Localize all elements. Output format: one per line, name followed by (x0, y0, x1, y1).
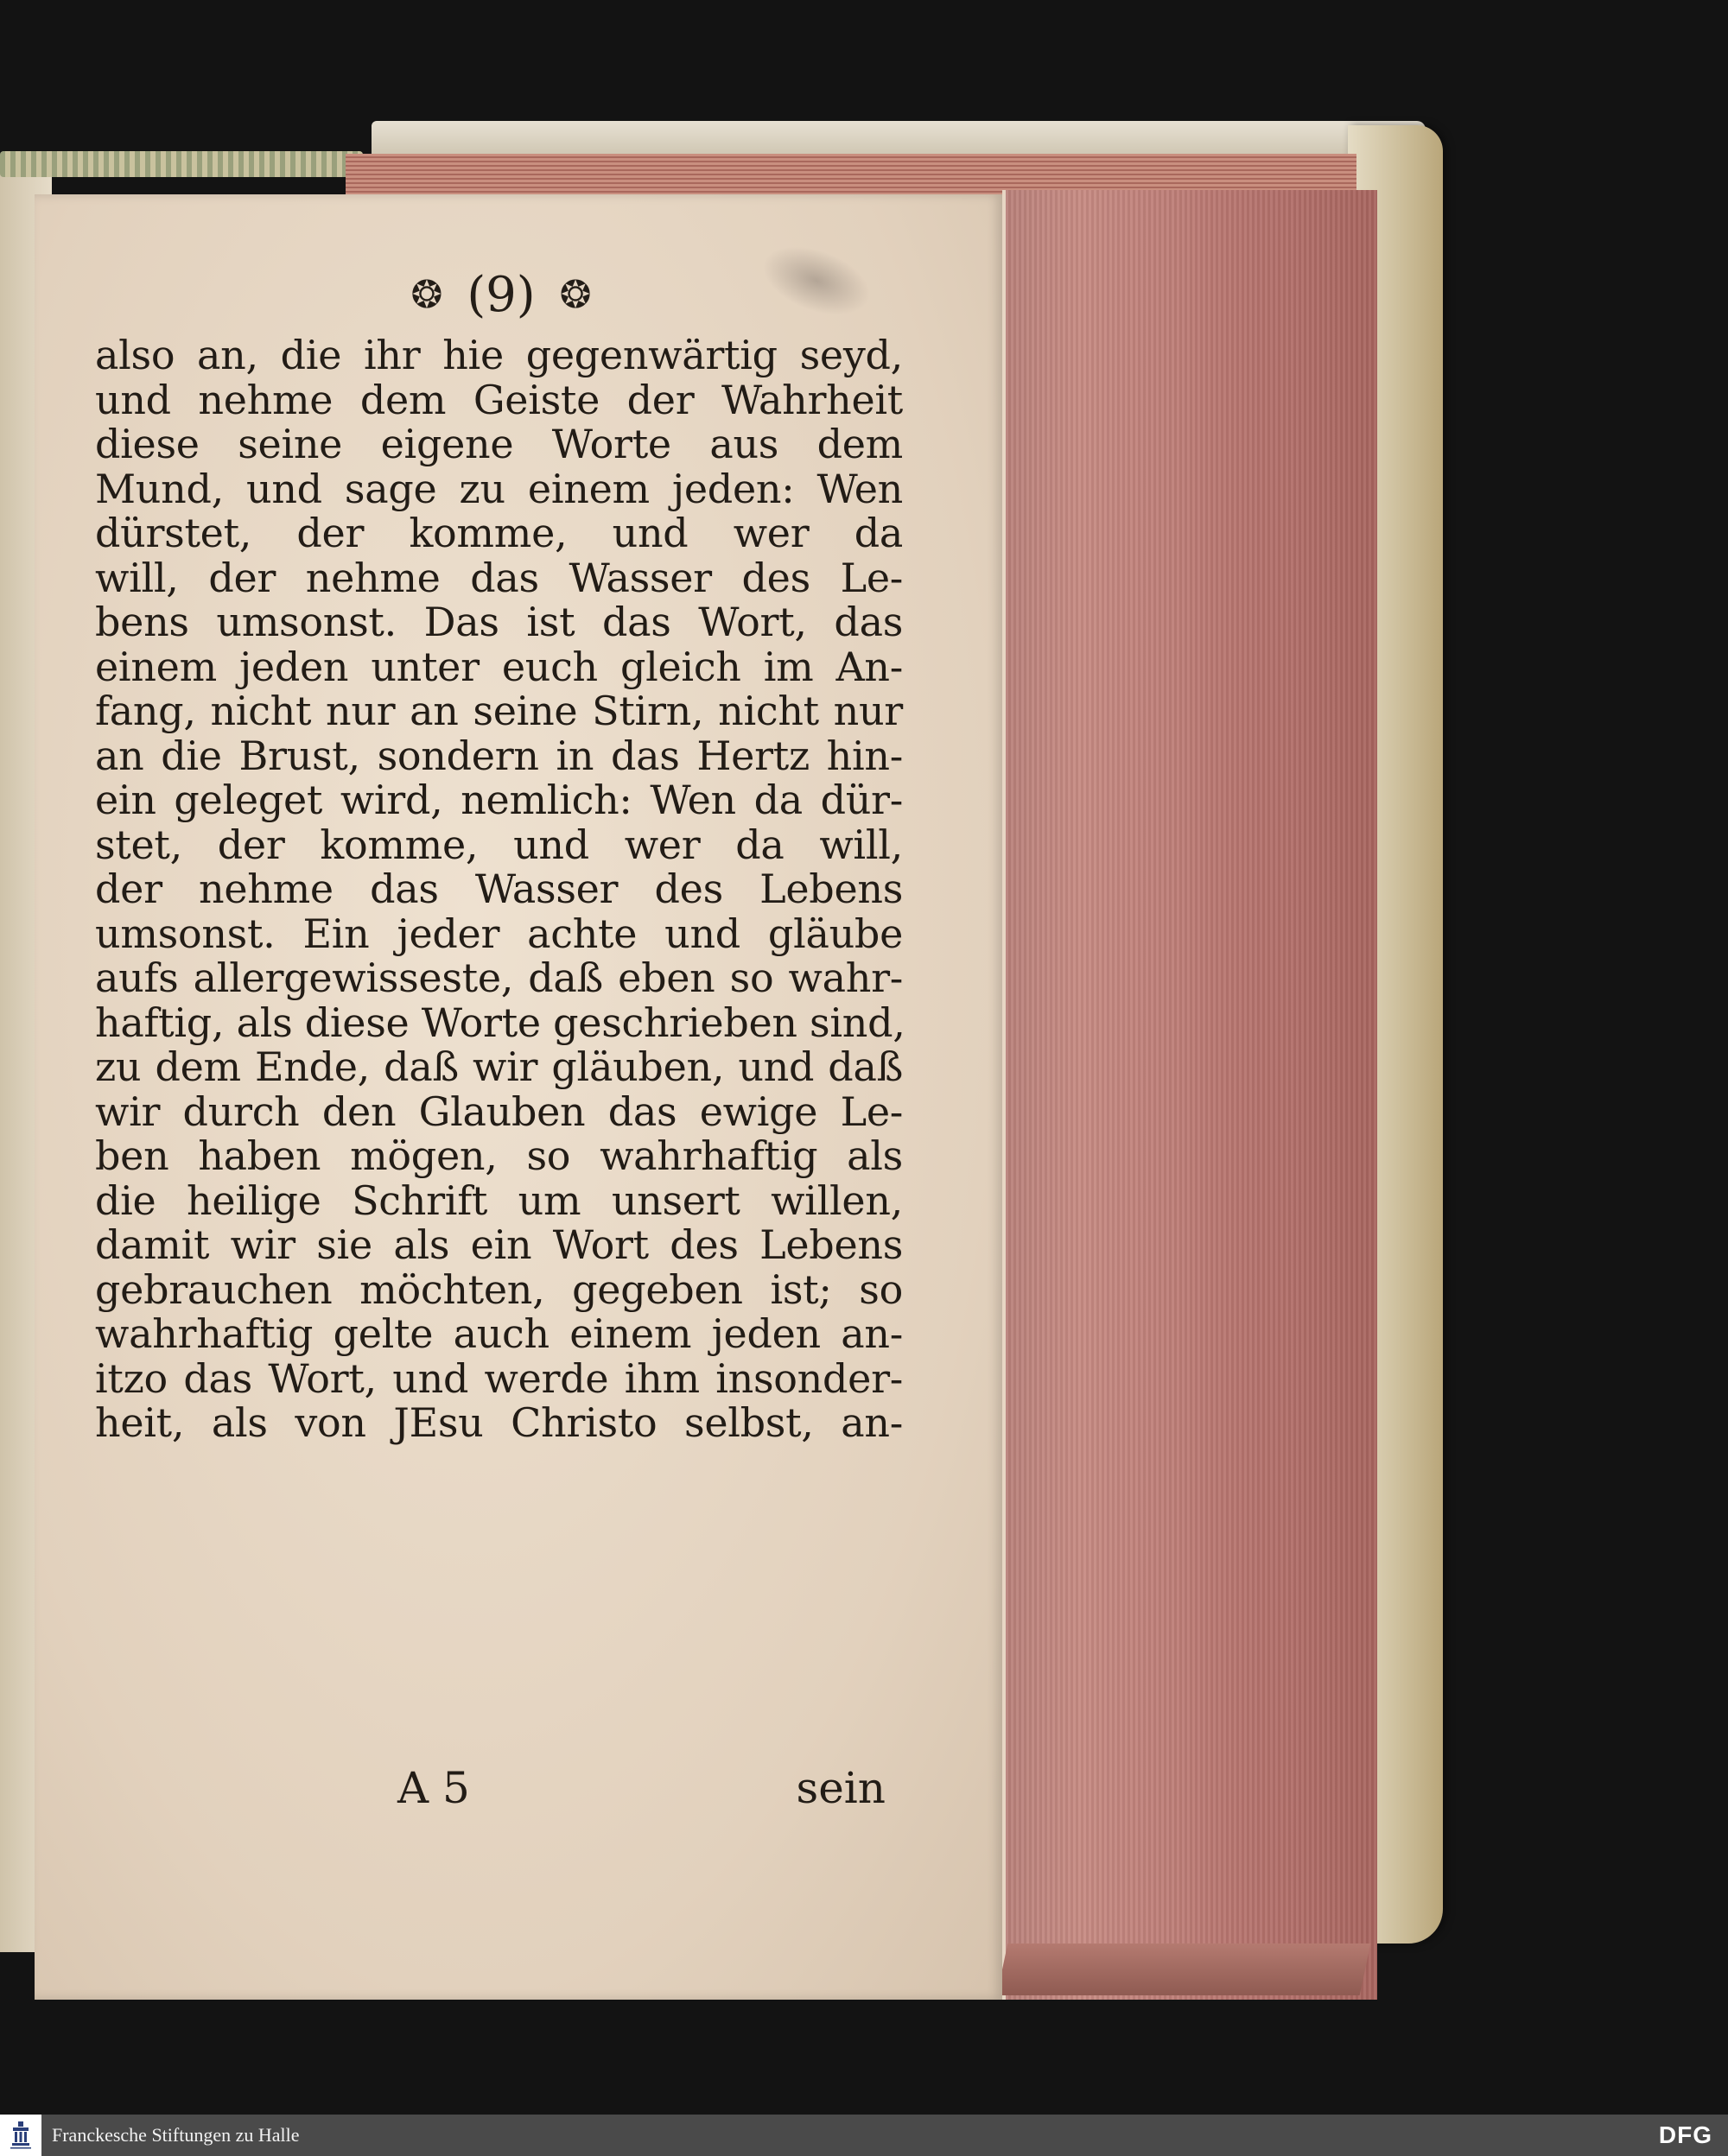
text-line: haftig, als diese Worte geschrieben sind, (95, 999, 905, 1046)
text-line: der nehme das Wasser des Lebens (95, 866, 903, 912)
text-line: Mund, und sage zu einem jeden: Wen (95, 465, 903, 512)
text-line: gebrauchen möchten, gegeben ist; so (95, 1265, 903, 1313)
funder-logo: DFG (1658, 2121, 1712, 2148)
text-line: wir durch den Glauben das ewige Le- (95, 1088, 903, 1135)
text-line: also an, die ihr hie gegenwärtig seyd, (95, 332, 903, 378)
text-line: heit, als von JEsu Christo selbst, an- (95, 1399, 903, 1446)
text-line: dürstet, der komme, und wer da (95, 510, 903, 556)
fore-edge-bottom (997, 1944, 1371, 1995)
red-fore-edge (1002, 190, 1377, 2000)
text-line: die heilige Schrift um unsert willen, (95, 1176, 903, 1224)
signature-mark: A 5 (397, 1763, 470, 1813)
institution-logo-icon (0, 2115, 41, 2156)
body-text (95, 333, 903, 1446)
text-line: einem jeden unter euch gleich im An- (95, 643, 903, 690)
viewer-footer-bar (0, 2115, 1728, 2156)
text-line: zu dem Ende, daß wir gläuben, und daß (95, 1043, 903, 1090)
page-number: (9) (467, 267, 536, 323)
text-line: ein geleget wird, nemlich: Wen da dür- (95, 777, 903, 823)
text-line: diese seine eigene Worte aus dem (95, 421, 903, 467)
text-line: und nehme dem Geiste der Wahrheit (95, 376, 903, 423)
text-line: damit wir sie als ein Wort des Lebens (95, 1221, 903, 1268)
catchword: sein (796, 1763, 886, 1813)
text-line: will, der nehme das Wasser des Le- (95, 554, 903, 601)
text-line: an die Brust, sondern in das Hertz hin- (95, 732, 903, 779)
text-line: bens umsonst. Das ist das Wort, das (95, 599, 903, 645)
text-line: umsonst. Ein jeder achte und gläube (95, 910, 903, 957)
text-line: ben haben mögen, so wahrhaftig als (95, 1132, 903, 1179)
page-header (346, 267, 657, 323)
text-line: stet, der komme, und wer da will, (95, 821, 903, 868)
text-line: aufs allergewisseste, daß eben so wahr- (95, 954, 903, 1001)
institution-name: Franckesche Stiftungen zu Halle (52, 2124, 300, 2146)
ornament-icon: ❂ (559, 273, 592, 317)
text-line: wahrhaftig gelte auch einem jeden an- (95, 1310, 903, 1357)
page-footer (397, 1762, 886, 1814)
headband (0, 151, 363, 177)
book-cover-top (372, 121, 1426, 155)
text-line: fang, nicht nur an seine Stirn, nicht nur (95, 688, 903, 734)
text-line: itzo das Wort, und werde ihm insonder- (95, 1354, 903, 1402)
ornament-icon: ❂ (410, 273, 443, 317)
